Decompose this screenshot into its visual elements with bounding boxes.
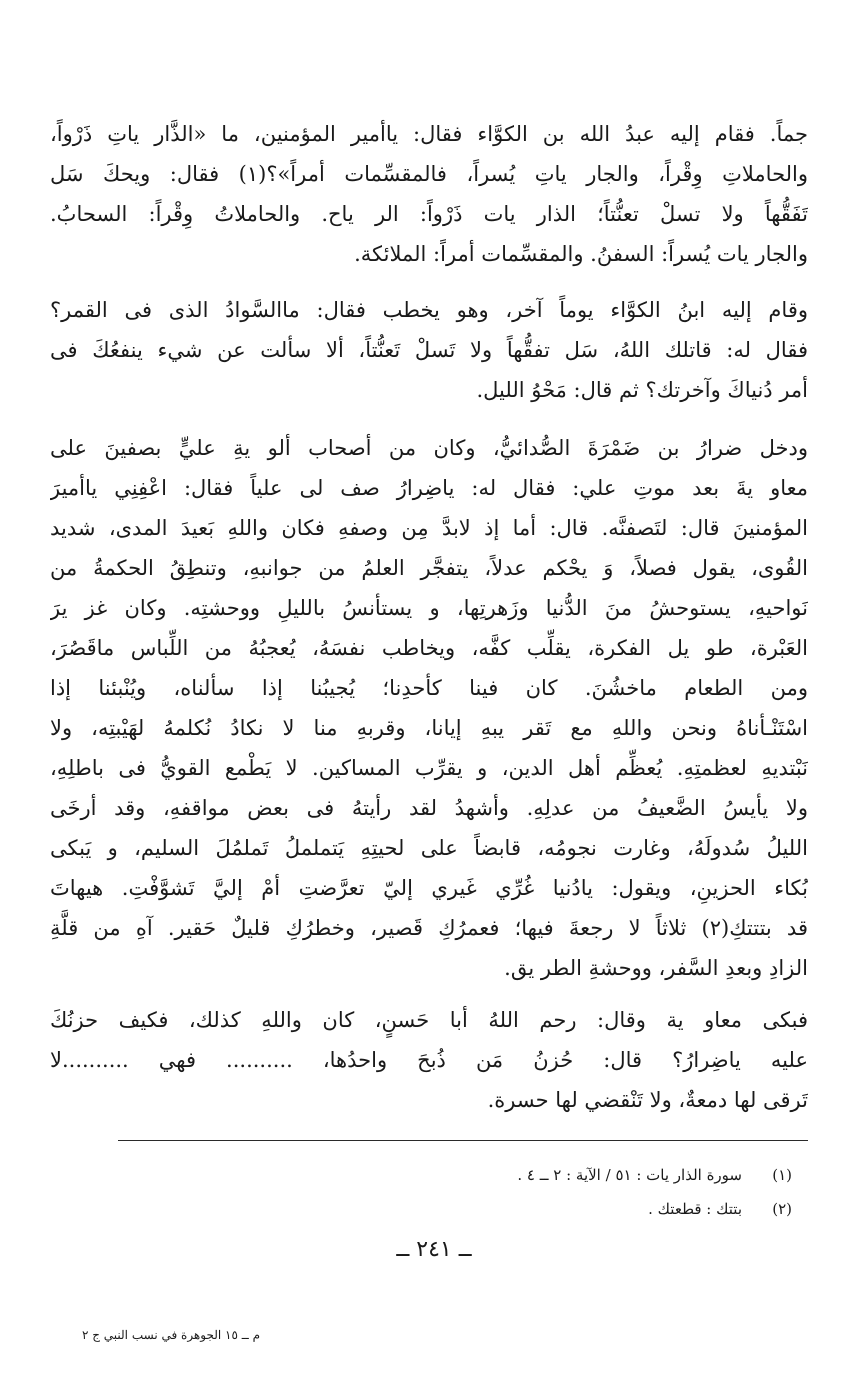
text-line: ومن الطعام ماخشُنَ. كان فينا كأحدِنا؛ يُجيبُنا إذا سألناه، ويُنْبئنا إذا	[50, 676, 808, 700]
text-line: جماً. فقام إليه عبدُ الله بن الكوَّاء فقال: ياأمير المؤمنين، ما «الذَّار ياتِ ذَرْواً،	[50, 122, 808, 146]
footnote-text: بتتك : قطعتك .	[648, 1200, 742, 1218]
printer-signature-mark: م ــ ١٥ الجوهرة في نسب النبي ج ٢	[81, 1328, 260, 1342]
footnote-number: (١)	[772, 1166, 792, 1184]
text-line: بُكاء الحزينِ، ويقول: يادُنيا غُرِّي غَيري إليّ تعرَّضتِ أمْ إليَّ تَشوَّفْتِ. هيهاتَ	[50, 876, 808, 900]
footnote	[102, 1158, 792, 1192]
text-line: قد بتتتكِ(٢) ثلاثاً لا رجعةَ فيها؛ فعمرُكِ قَصير، وخطرُكِ قليلٌ حَقير. آهِ من قلَّةِ	[50, 916, 808, 940]
paragraph	[50, 290, 808, 410]
paragraph	[50, 428, 808, 988]
footnotes	[102, 1158, 792, 1226]
text-line: ودخل ضرارُ بن ضَمْرَةَ الصُّدائيُّ، وكان من أصحاب ألو يةِ عليٍّ بصفينَ على	[50, 436, 808, 460]
text-line: المؤمنينَ قال: لتَصفنَّه. قال: أما إذ لابدَّ مِن وصفهِ فكان واللهِ بَعيدَ المدى، شديد	[50, 516, 808, 540]
text-line: القُوى، يقول فصلاً، وَ يحْكم عدلاً، يتفجَّر العلمُ من جوانبهِ، وتنطِقُ الحكمةُ من	[50, 556, 808, 580]
text-line: وقام إليه ابنُ الكوَّاء يوماً آخر، وهو يخطب فقال: ماالسَّوادُ الذى فى القمر؟	[50, 298, 808, 322]
text-line: نَواحيهِ، يستوحشُ منَ الدُّنيا وزَهرتِها، و يستأنسُ بالليلِ ووحشتِه. وكان غز يرَ	[50, 596, 808, 620]
paragraph	[50, 1000, 808, 1120]
footnote	[102, 1192, 792, 1226]
page-number: ــ ٢٤١ ــ	[396, 1237, 472, 1262]
text-line: والجار يات يُسراً: السفنُ. والمقسِّمات أمراً: الملائكة.	[354, 242, 808, 266]
text-line: تَفَقُّهاً ولا تسلْ تعنُّتاً؛ الذار يات ذَرْواً: الر ياح. والحاملاتُ وِقْراً: السحابُ.	[50, 202, 808, 226]
text-line: الليلُ سُدولَهُ، وغارت نجومُه، قابضاً على لحيتِهِ يَتململُ تَملمُلَ السليم، و يَبكى	[50, 836, 808, 860]
text-line: أمر دُنياكَ وآخرتك؟ ثم قال: مَحْوُ الليل.	[476, 378, 808, 402]
footnote-divider	[118, 1140, 808, 1141]
text-line: نَبْتديهِ لعظمتِهِ. يُعظِّم أهل الدين، و يقرِّب المساكين. لا يَطْمع القويُّ فى باطلِهِ،	[50, 756, 808, 780]
paragraph	[50, 114, 808, 274]
text-line: اسْتَنْـأناهُ ونحن واللهِ مع تَقر يبهِ إيانا، وقربهِ منا لا نكادُ نُكلمهُ لهَيْبتِه، ولا	[50, 716, 808, 740]
footnote-text: سورة الذار يات : ٥١ / الآية : ٢ ــ ٤ .	[517, 1166, 742, 1184]
text-line: والحاملاتِ وِقْراً، والجار ياتِ يُسراً، فالمقسِّمات أمراً»؟(١) فقال: ويحكَ سَل	[50, 162, 808, 186]
text-line: تَرقى لها دمعةٌ، ولا تَنْقضي لها حسرة.	[487, 1088, 808, 1112]
text-line: ولا يأيسُ الضَّعيفُ من عدلِهِ. وأشهدُ لقد رأيتهُ فى بعض مواقفهِ، وقد أرخَى	[50, 796, 808, 820]
text-line: العَبْرة، طو يل الفكرة، يقلِّب كفَّه، ويخاطب نفسَهُ، يُعجبُهُ من اللِّباس ماقَصُرَ،	[50, 636, 808, 660]
footnote-number: (٢)	[772, 1200, 792, 1218]
text-line: الزادِ وبعدِ السَّفر، ووحشةِ الطر يق.	[504, 956, 808, 980]
text-line: فقال له: قاتلك اللهُ، سَل تفقُّهاً ولا تَسلْ تَعنُّتاً، ألا سألت عن شيء ينفعُكَ فى	[50, 338, 808, 362]
text-line: عليه ياضِرارُ؟ قال: حُزنُ مَن ذُبحَ واحدُها، .......... فهي ..........لا	[50, 1048, 808, 1072]
text-line: معاو يةَ بعد موتِ علي: فقال له: ياضِرارُ صف لى علياً فقال: اعْفِنِي ياأميرَ	[50, 476, 808, 500]
text-line: فبكى معاو ية وقال: رحم اللهُ أبا حَسنٍ، كان واللهِ كذلك، فكيف حزنُكَ	[50, 1008, 808, 1032]
